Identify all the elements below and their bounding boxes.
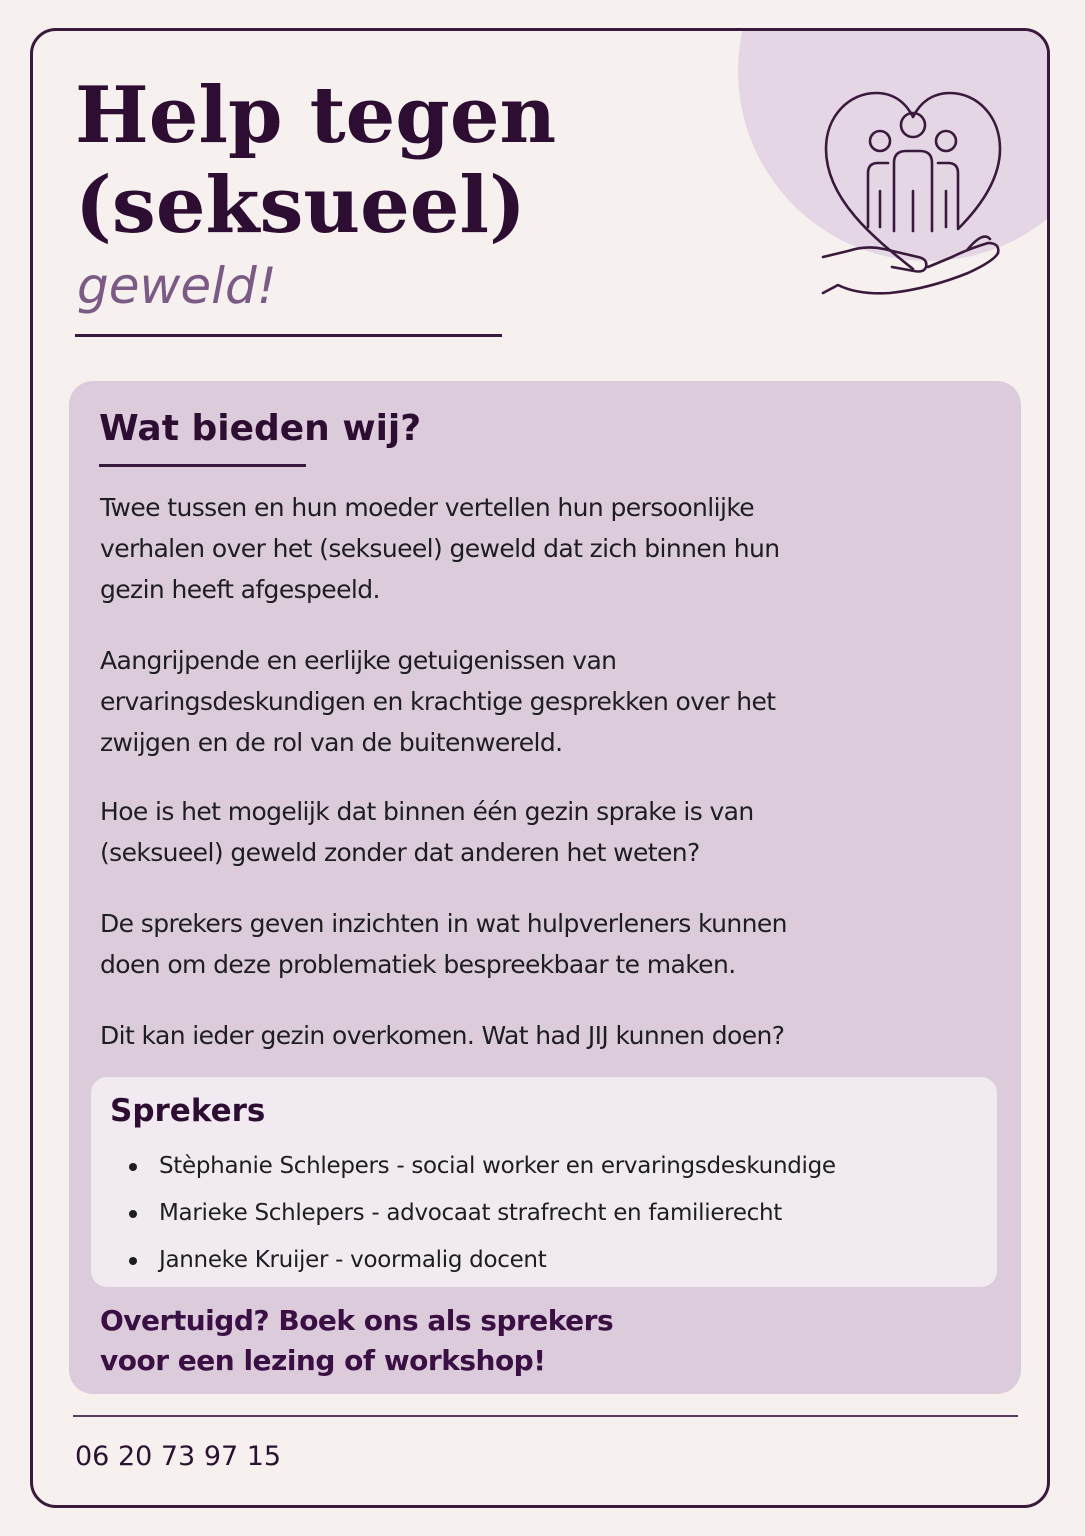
bullet-icon [129, 1210, 137, 1218]
bullet-icon [129, 1257, 137, 1265]
phone-number: 06 20 73 97 15 [75, 1441, 282, 1472]
speakers-list [91, 1143, 971, 1284]
section-heading: Wat bieden wij? [99, 408, 422, 449]
speaker-item: Stèphanie Schlepers - social worker en ervaringsdeskundige [91, 1143, 971, 1190]
title-line-1: Help tegen [75, 70, 557, 161]
paragraph-1: Twee tussen en hun moeder vertellen hun persoonlijke verhalen over het (seksueel) geweld dat zich binnen hun gezin heeft afgespeeld. [100, 493, 780, 604]
paragraph-3: Hoe is het mogelijk dat binnen één gezin sprake is van (seksueel) geweld zonder dat anderen het weten? [100, 797, 754, 867]
bullet-icon [129, 1163, 137, 1171]
paragraph-2: Aangrijpende en eerlijke getuigenissen van ervaringsdeskundigen en krachtige gesprekken over het zwijgen en de rol van de buitenwereld. [100, 646, 776, 757]
paragraph-4: De sprekers geven inzichten in wat hulpverleners kunnen doen om deze problematiek bespreekbaar te maken. [100, 909, 787, 979]
poster-frame [30, 28, 1050, 1508]
heart-hand-people-icon [818, 81, 1008, 301]
title-line-2: (seksueel) [75, 160, 526, 251]
call-to-action: Overtuigd? Boek ons als sprekers voor een lezing of workshop! [100, 1304, 614, 1377]
title-divider [75, 334, 502, 337]
speakers-box [91, 1077, 997, 1287]
paragraph-5: Dit kan ieder gezin overkomen. Wat had JIJ kunnen doen? [100, 1021, 785, 1050]
footer-divider [73, 1415, 1018, 1417]
offer-card [69, 381, 1021, 1394]
poster-title [75, 71, 556, 251]
section-heading-divider [99, 464, 306, 467]
speakers-heading: Sprekers [110, 1093, 266, 1129]
poster-subtitle: geweld! [77, 257, 277, 315]
speaker-item: Janneke Kruijer - voormalig docent [91, 1237, 971, 1284]
speaker-item: Marieke Schlepers - advocaat strafrecht en familierecht [91, 1190, 971, 1237]
